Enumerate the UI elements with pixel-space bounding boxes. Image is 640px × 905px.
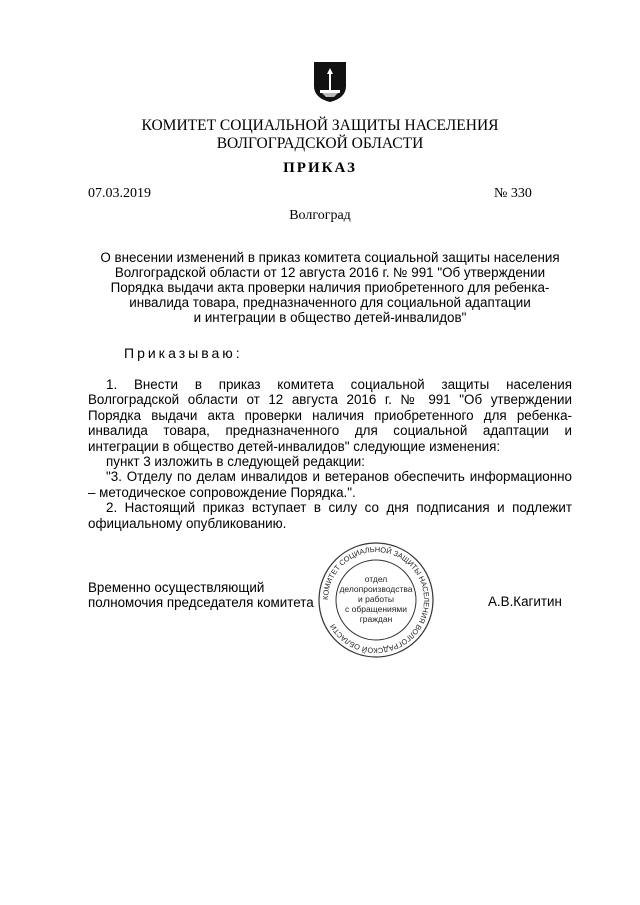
document-body (88, 377, 572, 531)
document-subject (80, 250, 580, 325)
subject-line: инвалида товара, предназначенного для социальной адаптации (129, 295, 531, 310)
body-paragraph-4: 2. Настоящий приказ вступает в силу со дня подписания и подлежит официальному опубликованию. (88, 500, 572, 531)
stamp-inner-line: с обращениями (345, 604, 407, 614)
document-number: № 330 (494, 186, 532, 201)
subject-line: Порядка выдачи акта проверки наличия приобретенного для ребенка- (110, 280, 550, 295)
subject-line: и интеграции в общество детей-инвалидов" (193, 310, 467, 325)
document-city: Волгоград (289, 208, 351, 223)
document-date: 07.03.2019 (88, 186, 151, 201)
body-paragraph-2: пункт 3 изложить в следующей редакции: (106, 454, 365, 470)
coat-of-arms-emblem (310, 60, 350, 104)
signatory-position-line2: полномочия председателя комитета (88, 595, 314, 610)
organization-name-line2: ВОЛГОГРАДСКОЙ ОБЛАСТИ (216, 135, 424, 152)
stamp-inner-line: делопроизводства (339, 584, 413, 594)
stamp-inner-line: и работы (358, 594, 394, 604)
document-type-title: ПРИКАЗ (283, 160, 357, 176)
stamp-inner-line: граждан (359, 614, 393, 624)
body-paragraph-1: 1. Внести в приказ комитета социальной защиты населения Волгоградской области от 12 августа 2016 г. № 991 "Об утверждении Порядка выдачи акта проверки наличия приобретенного для ребенка-инвалида товара, предназначенного для социальной адаптации и интеграции в общество детей-инвалидов" следующие изменения: (88, 377, 572, 454)
stamp-ring-text-path: КОМИТЕТ СОЦИАЛЬНОЙ ЗАЩИТЫ НАСЕЛЕНИЯ ВОЛГОГРАДСКОЙ ОБЛАСТИ (320, 544, 432, 656)
official-stamp (316, 540, 436, 660)
subject-line: Волгоградской области от 12 августа 2016 г. № 991 "Об утверждении (114, 265, 546, 280)
stamp-inner-text (336, 574, 416, 624)
subject-line: О внесении изменений в приказ комитета социальной защиты населения (100, 250, 560, 265)
orders-heading: Приказываю: (124, 345, 243, 361)
body-paragraph-3: "3. Отделу по делам инвалидов и ветеранов обеспечить информационно – методическое сопровождение Порядка.". (88, 469, 572, 500)
signatory-position (88, 580, 314, 610)
signatory-position-line1: Временно осуществляющий (88, 580, 265, 595)
stamp-inner-line: отдел (364, 574, 388, 584)
organization-name-line1: КОМИТЕТ СОЦИАЛЬНОЙ ЗАЩИТЫ НАСЕЛЕНИЯ (141, 117, 499, 134)
signatory-name: А.В.Кагитин (488, 594, 562, 609)
